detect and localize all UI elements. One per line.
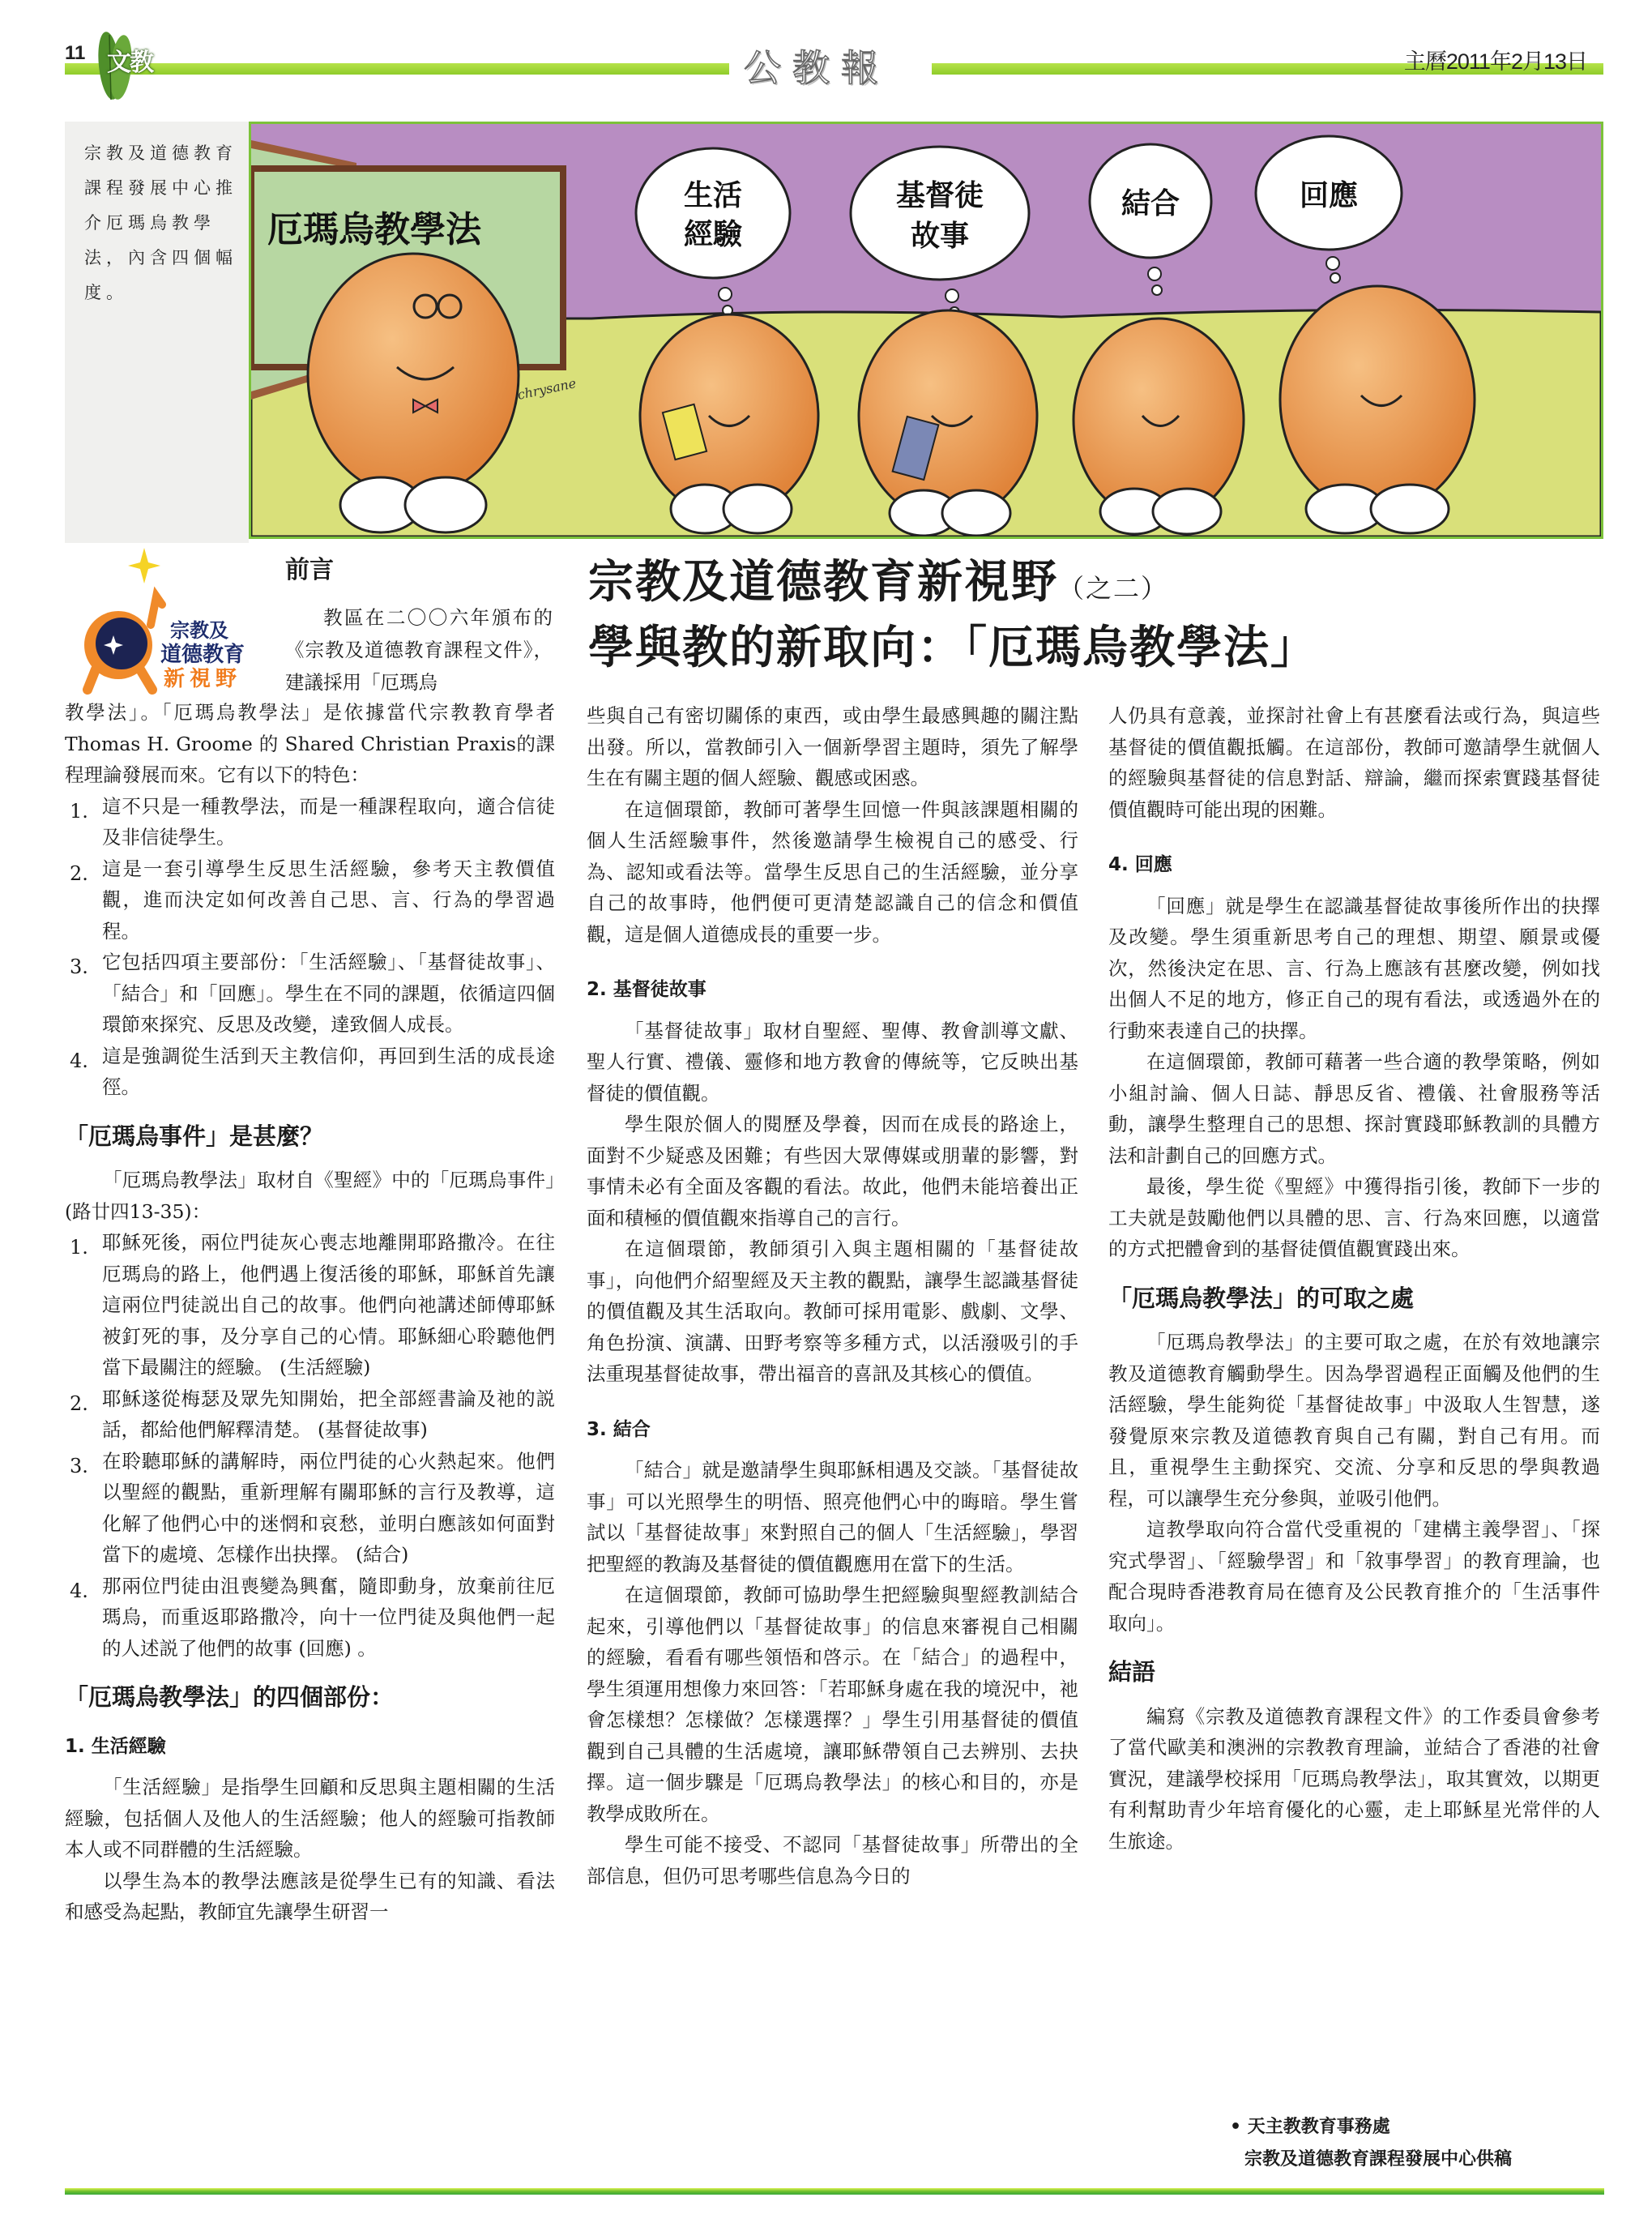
paragraph: 這教學取向符合當代受重視的「建構主義學習」、「探究式學習」、「經驗學習」和「敘事學習」的教育理論，也配合現時香港教育局在德育及公民教育推介的「生活事件取向」。 xyxy=(1108,1518,1600,1635)
svg-text:回應: 回應 xyxy=(1299,179,1359,212)
emmaus-step: 3. 在聆聽耶穌的講解時，兩位門徒的心火熱起來。他們以聖經的觀點，重新理解有關耶穌的言行及教導，這化解了他們心中的迷惘和哀愁，並明白應該如何面對當下的處境、怎樣作出抉擇。 (結合) xyxy=(70,1449,555,1566)
section-label: 文教 xyxy=(107,49,152,77)
section-heading-merits: 「厄瑪烏教學法」的可取之處 xyxy=(1108,1284,1415,1312)
paragraph: 「結合」就是邀請學生與耶穌相遇及交談。「基督徒故事」可以光照學生的明悟、照亮他們心中的晦暗。學生嘗試以「基督徒故事」來對照自己的個人「生活經驗」，學習把聖經的教誨及基督徒的價值觀應用在當下的生活。 xyxy=(587,1459,1078,1575)
paragraph: 最後，學生從《聖經》中獲得指引後，教師下一步的工夫就是鼓勵他們以具體的思、言、行為來回應，以適當的方式把體會到的基督徒價值觀實踐出來。 xyxy=(1108,1175,1600,1260)
masthead-bar-left xyxy=(65,63,729,75)
paragraph: 學生限於個人的閱歷及學養，因而在成長的路途上，面對不少疑惑及困難；有些因大眾傳媒或朋輩的影響，對事情未必有全面及客觀的看法。故此，他們未能培養出正面和積極的價值觀來指導自己的言行。 xyxy=(587,1113,1078,1229)
headline-part: （之二） xyxy=(1058,573,1169,604)
svg-text:chrysane: chrysane xyxy=(515,375,578,403)
paragraph: 些與自己有密切關係的東西，或由學生最感興趣的關注點出發。所以，當教師引入一個新學習主題時，須先了解學生在有關主題的個人經驗、觀感或困惑。 xyxy=(587,704,1078,789)
emmaus-cartoon-illustration xyxy=(251,124,1601,537)
feature-item: 4. 這是強調從生活到天主教信仰，再回到生活的成長途徑。 xyxy=(70,1044,555,1098)
svg-text:宗教及: 宗教及 xyxy=(170,619,228,642)
svg-text:基督徒: 基督徒 xyxy=(895,179,984,212)
section-heading-emmaus-event: 「厄瑪烏事件」是甚麼？ xyxy=(65,1122,324,1150)
emmaus-step: 4. 那兩位門徒由沮喪變為興奮，隨即動身，放棄前往厄瑪烏，而重返耶路撒冷，向十一位門徒及與他們一起的人述説了他們的故事 (回應) 。 xyxy=(70,1574,555,1660)
board-text: 厄瑪烏教學法 xyxy=(267,209,481,250)
credit-contributor: 宗教及道德教育課程發展中心供稿 xyxy=(1244,2149,1513,2170)
paragraph: 人仍具有意義，並探討社會上有甚麼看法或行為，與這些基督徒的價值觀抵觸。在這部份，教師可邀請學生就個人的經驗與基督徒的信息對話、辯論，繼而探索實踐基督徒價值觀時可能出現的困難。 xyxy=(1108,704,1600,821)
column-1 xyxy=(65,697,555,1928)
paragraph: 編寫《宗教及道德教育課程文件》的工作委員會參考了當代歐美和澳洲的宗教教育理論，並結合了香港的社會實況，建議學校採用「厄瑪烏教學法」，取其實效，以期更有利幫助青少年培育優化的心靈，走上耶穌星光常伴的人生旅途。 xyxy=(1108,1704,1600,1853)
illustration xyxy=(249,122,1603,539)
intro-heading: 前言 xyxy=(285,556,334,584)
section-heading-four-parts: 「厄瑪烏教學法」的四個部份： xyxy=(65,1683,395,1711)
article-credit xyxy=(1230,2111,1512,2176)
svg-text:生活: 生活 xyxy=(683,179,743,212)
page-number: 11 xyxy=(65,42,86,64)
emmaus-lead: 「厄瑪烏教學法」取材自《聖經》中的「厄瑪烏事件」(路廿四13-35)： xyxy=(65,1169,555,1223)
section-heading-conclusion: 結語 xyxy=(1108,1658,1156,1686)
part-heading-life-experience: 1. 生活經驗 xyxy=(65,1735,166,1757)
features-list xyxy=(65,791,555,1103)
issue-date: 主曆2011年2月13日 xyxy=(1403,49,1587,74)
svg-text:故事: 故事 xyxy=(910,220,970,253)
feature-item: 2. 這是一套引導學生反思生活經驗，參考天主教價值觀，進而決定如何改善自己思、言、行為的學習過程。 xyxy=(70,857,555,943)
svg-text:結合: 結合 xyxy=(1121,187,1180,220)
paragraph: 「回應」就是學生在認識基督徒故事後所作出的抉擇及改變。學生須重新思考自己的理想、期望、願景或優次，然後決定在思、言、行為上應該有甚麼改變，例如找出個人不足的地方，修正自己的現有看法，或透過外在的行動來表達自己的抉擇。 xyxy=(1108,894,1600,1042)
part-heading-integration: 3. 結合 xyxy=(587,1418,651,1440)
feature-item: 1. 這不只是一種教學法，而是一種課程取向，適合信徒及非信徒學生。 xyxy=(70,794,555,849)
svg-text:新視野: 新視野 xyxy=(164,667,242,691)
illustration-caption: 宗教及道德教育課程發展中心推介厄瑪烏教學法，內含四個幅度。 xyxy=(84,143,237,302)
paragraph: 以學生為本的教學法應該是從學生已有的知識、看法和感受為起點，教師宜先讓學生研習一 xyxy=(65,1869,555,1923)
paragraph: 在這個環節，教師可藉著一些合適的教學策略，例如小組討論、個人日誌、靜思反省、禮儀、社會服務等活動，讓學生整理自己的思想、探討實踐耶穌教訓的具體方法和計劃自己的回應方式。 xyxy=(1108,1050,1600,1167)
paragraph: 「厄瑪烏教學法」的主要可取之處，在於有效地讓宗教及道德教育觸動學生。因為學習過程正面觸及他們的生活經驗，學生能夠從「基督徒故事」中汲取人生智慧，遂發覺原來宗教及道德教育與自己有關，對自己有用。而且，重視學生主動探究、交流、分享和反思的學與教過程，可以讓學生充分參與，並吸引他們。 xyxy=(1108,1331,1600,1510)
headline xyxy=(588,553,1317,678)
rme-new-horizon-logo xyxy=(79,548,266,710)
paragraph: 在這個環節，教師須引入與主題相關的「基督徒故事」，向他們介紹聖經及天主教的觀點，讓學生認識基督徒的價值觀及其生活取向。教師可採用電影、戲劇、文學、角色扮演、演講、田野考察等多種方式，以活潑吸引的手法重現基督徒故事，帶出福音的喜訊及其核心的價值。 xyxy=(587,1238,1078,1385)
emmaus-steps-list xyxy=(65,1227,555,1664)
svg-text:道德教育: 道德教育 xyxy=(160,643,245,667)
headline-title: 學與教的新取向：「厄瑪烏教學法」 xyxy=(588,622,1317,674)
footer-rule xyxy=(65,2188,1604,2195)
newspaper-name: 公教報 xyxy=(744,46,890,90)
intro-body: 教學法」。「厄瑪烏教學法」是依據當代宗教教育學者Thomas H. Groome 的 Shared Christian Praxis的課程理論發展而來。它有以下的特色： xyxy=(65,701,555,786)
paragraph: 學生可能不接受、不認同「基督徒故事」所帶出的全部信息，但仍可思考哪些信息為今日的 xyxy=(587,1833,1078,1887)
paragraph: 「生活經驗」是指學生回顧和反思與主題相關的生活經驗，包括個人及他人的生活經驗；他人的經驗可指教師本人或不同群體的生活經驗。 xyxy=(65,1776,555,1861)
feature-item: 3. 它包括四項主要部份：「生活經驗」、「基督徒故事」、「結合」和「回應」。學生在不同的課題，依循這四個環節來探究、反思及改變，達致個人成長。 xyxy=(70,951,555,1036)
column-3 xyxy=(1108,700,1600,1857)
emmaus-step: 2. 耶穌遂從梅瑟及眾先知開始，把全部經書論及祂的説話，都給他們解釋清楚。 (基督徒故事) xyxy=(70,1387,555,1441)
paragraph: 「基督徒故事」取材自聖經、聖傳、教會訓導文獻、聖人行實、禮儀、靈修和地方教會的傳統等，它反映出基督徒的價值觀。 xyxy=(587,1019,1078,1105)
headline-series: 宗教及道德教育新視野 xyxy=(588,556,1058,609)
emmaus-step: 1. 耶穌死後，兩位門徒灰心喪志地離開耶路撒冷。在往厄瑪烏的路上，他們遇上復活後的耶穌，耶穌首先讓這兩位門徒説出自己的故事。他們向祂講述師傅耶穌被釘死的事，及分享自己的心情。耶穌細心聆聽他們當下最關注的經驗。 (生活經驗) xyxy=(70,1231,555,1379)
svg-text:經驗: 經驗 xyxy=(683,218,743,251)
part-heading-christian-story: 2. 基督徒故事 xyxy=(587,979,706,1000)
credit-org: • 天主教教育事務處 xyxy=(1230,2117,1390,2137)
paragraph: 在這個環節，教師可著學生回憶一件與該課題相關的個人生活經驗事件，然後邀請學生檢視自己的感受、行為、認知或看法等。當學生反思自己的生活經驗，並分享自己的故事時，他們便可更清楚認識自己的信念和價值觀，這是個人道德成長的重要一步。 xyxy=(587,797,1078,946)
paragraph: 在這個環節，教師可協助學生把經驗與聖經教訓結合起來，引導他們以「基督徒故事」的信息來審視自己相關的經驗，看看有哪些領悟和啓示。在「結合」的過程中，學生須運用想像力來回答：「若耶穌身處在我的境況中，祂會怎樣想？怎樣做？怎樣選擇？」學生引用基督徒的價值觀到自己具體的生活處境，讓耶穌帶領自己去辨別、去抉擇。這一個步驟是「厄瑪烏教學法」的核心和目的，亦是教學成敗所在。 xyxy=(587,1584,1078,1825)
intro-lead: 教區在二〇〇六年頒布的《宗教及道德教育課程文件》，建議採用「厄瑪烏 xyxy=(285,606,553,694)
part-heading-response: 4. 回應 xyxy=(1108,854,1172,875)
column-2 xyxy=(587,700,1078,1892)
